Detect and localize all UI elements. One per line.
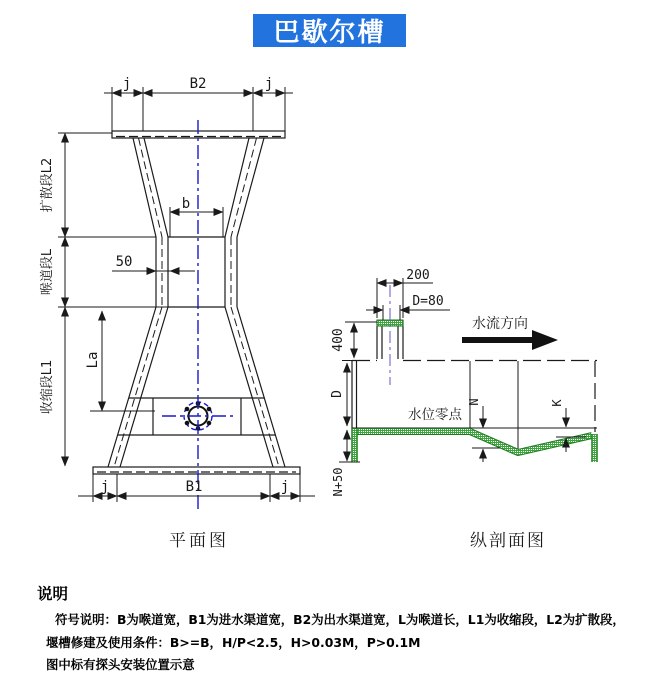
dim-j-bot-right: j [280,479,290,495]
notes-line-probe: 图中标有探头安装位置示意 [46,657,195,672]
dim-b1: B1 [185,479,203,495]
dim-j-top-right: j [264,76,274,92]
label-flow-direction: 水流方向 [472,316,528,332]
notes-heading: 说明 [37,585,69,603]
notes-line-symbols: 符号说明：B为喉道宽，B1为进水渠道宽，B2为出水渠道宽，L为喉道长，L1为收缩段，L2为扩散段， [55,612,625,627]
dim-200: 200 [406,268,430,283]
dim-n: N [467,398,481,406]
dim-50: 50 [115,254,133,270]
dim-d80: D=80 [412,294,444,309]
dim-400: 400 [331,328,346,352]
dim-j-top-left: j [122,76,132,92]
dim-depth-d: D [330,390,345,398]
plan-centerlines [162,120,236,512]
dim-b: b [181,196,191,212]
flow-direction-arrow [462,330,558,350]
label-section-l: 喉道段L [40,248,55,296]
plan-view-drawing [93,131,300,474]
plan-view-caption: 平面图 [169,531,229,551]
label-section-l2: 扩散段L2 [40,157,55,213]
label-section-l1: 收缩段L1 [40,359,55,415]
label-water-zero: 水位零点 [408,407,462,423]
channel-floor-hatch [352,429,595,462]
notes-line-conditions: 堰槽修建及使用条件：B>=B，H/P<2.5，H>0.03M，P>0.1M [46,635,421,650]
section-view-caption: 纵剖面图 [470,531,546,551]
dim-la: La [85,351,101,369]
dim-k: K [550,399,564,407]
page-title: 巴歇尔槽 [253,14,406,47]
dim-j-bot-left: j [100,479,110,495]
dim-b2: B2 [189,76,207,92]
dim-n-plus-50: N+50 [331,467,345,497]
